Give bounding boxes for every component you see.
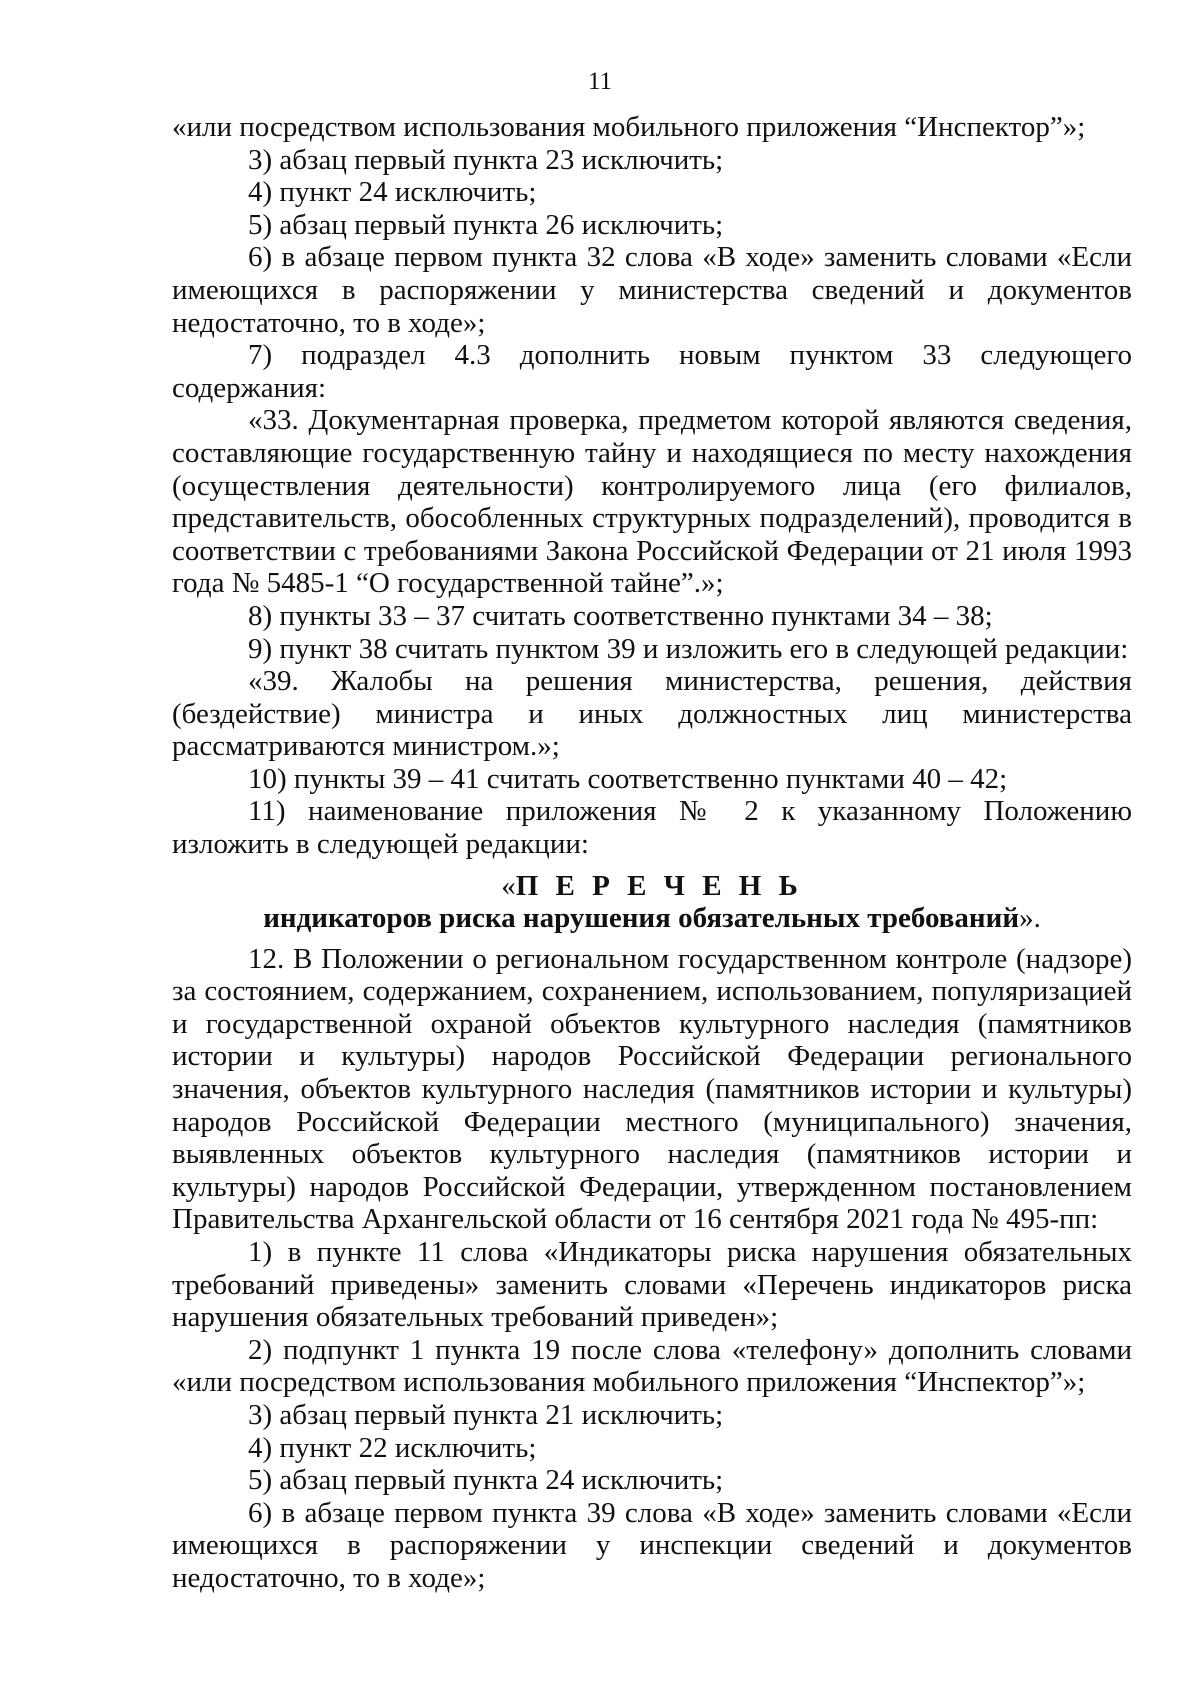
amendments-list-1 bbox=[172, 111, 1132, 861]
document-body bbox=[172, 111, 1132, 1595]
paragraph: 5) абзац первый пункта 24 исключить; bbox=[248, 1464, 724, 1497]
section-subheading bbox=[172, 902, 1132, 934]
paragraph: 9) пункт 38 считать пунктом 39 и изложить его в следующей редакции: bbox=[248, 632, 1129, 665]
heading-open-quote: « bbox=[501, 869, 516, 902]
heading-title: П Е Р Е Ч Е Н Ь bbox=[515, 869, 803, 902]
paragraph: 10) пункты 39 – 41 считать соответственно пунктами 40 – 42; bbox=[248, 762, 1008, 795]
section-heading bbox=[172, 870, 1132, 902]
paragraph: «33. Документарная проверка, предметом которой являются сведения, составляющие государственную тайну и находящиеся по месту нахождения (осуществления деятельности) контролируемого лица (его филиалов, представительств, обособленных структурных подразделений), проводится в соответствии с требованиями Закона Российской Федерации от 21 июля 1993 года № 5485-1 “О государственной тайне”.»; bbox=[172, 404, 1132, 600]
paragraph: 1) в пункте 11 слова «Индикаторы риска нарушения обязательных требований приведены» заменить словами «Перечень индикаторов риска нарушения обязательных требований приведен»; bbox=[172, 1236, 1132, 1334]
amendments-list-2 bbox=[172, 943, 1132, 1595]
paragraph: 5) абзац первый пункта 26 исключить; bbox=[248, 208, 724, 241]
paragraph: 3) абзац первый пункта 23 исключить; bbox=[248, 143, 724, 176]
paragraph: 8) пункты 33 – 37 считать соответственно пунктами 34 – 38; bbox=[248, 599, 993, 632]
page-number: 11 bbox=[587, 68, 613, 95]
paragraph: «39. Жалобы на решения министерства, решения, действия (бездействие) министра и иных должностных лиц министерства рассматриваются министром.»; bbox=[172, 665, 1132, 763]
heading-close: ». bbox=[1019, 901, 1041, 934]
paragraph: 4) пункт 24 исключить; bbox=[248, 176, 537, 209]
paragraph: 3) абзац первый пункта 21 исключить; bbox=[248, 1398, 724, 1431]
paragraph: «или посредством использования мобильного приложения “Инспектор”»; bbox=[172, 111, 1086, 143]
paragraph: 2) подпункт 1 пункта 19 после слова «телефону» дополнить словами «или посредством использования мобильного приложения “Инспектор”»; bbox=[172, 1333, 1132, 1399]
paragraph: 12. В Положении о региональном государственном контроле (надзоре) за состоянием, содержанием, сохранением, использованием, популяризацией и государственной охраной объектов культурного наследия (памятников истории и культуры) народов Российской Федерации регионального значения, объектов культурного наследия (памятников истории и культуры) народов Российской Федерации местного (муниципального) значения, выявленных объектов культурного наследия (памятников истории и культуры) народов Российской Федерации, утвержденном постановлением Правительства Архангельской области от 16 сентября 2021 года № 495-пп: bbox=[172, 942, 1132, 1236]
paragraph: 4) пункт 22 исключить; bbox=[248, 1431, 537, 1464]
paragraph: 7) подраздел 4.3 дополнить новым пунктом 33 следующего содержания: bbox=[172, 339, 1132, 404]
paragraph: 6) в абзаце первом пункта 39 слова «В ходе» заменить словами «Если имеющихся в распоряжении у инспекции сведений и документов недостаточно, то в ходе»; bbox=[172, 1496, 1132, 1594]
heading-subtitle: индикаторов риска нарушения обязательных требований bbox=[263, 901, 1020, 934]
paragraph: 11) наименование приложения № 2 к указанному Положению изложить в следующей редакции: bbox=[172, 795, 1132, 861]
paragraph: 6) в абзаце первом пункта 32 слова «В ходе» заменить словами «Если имеющихся в распоряжении у министерства сведений и документов недостаточно, то в ходе»; bbox=[172, 241, 1132, 339]
